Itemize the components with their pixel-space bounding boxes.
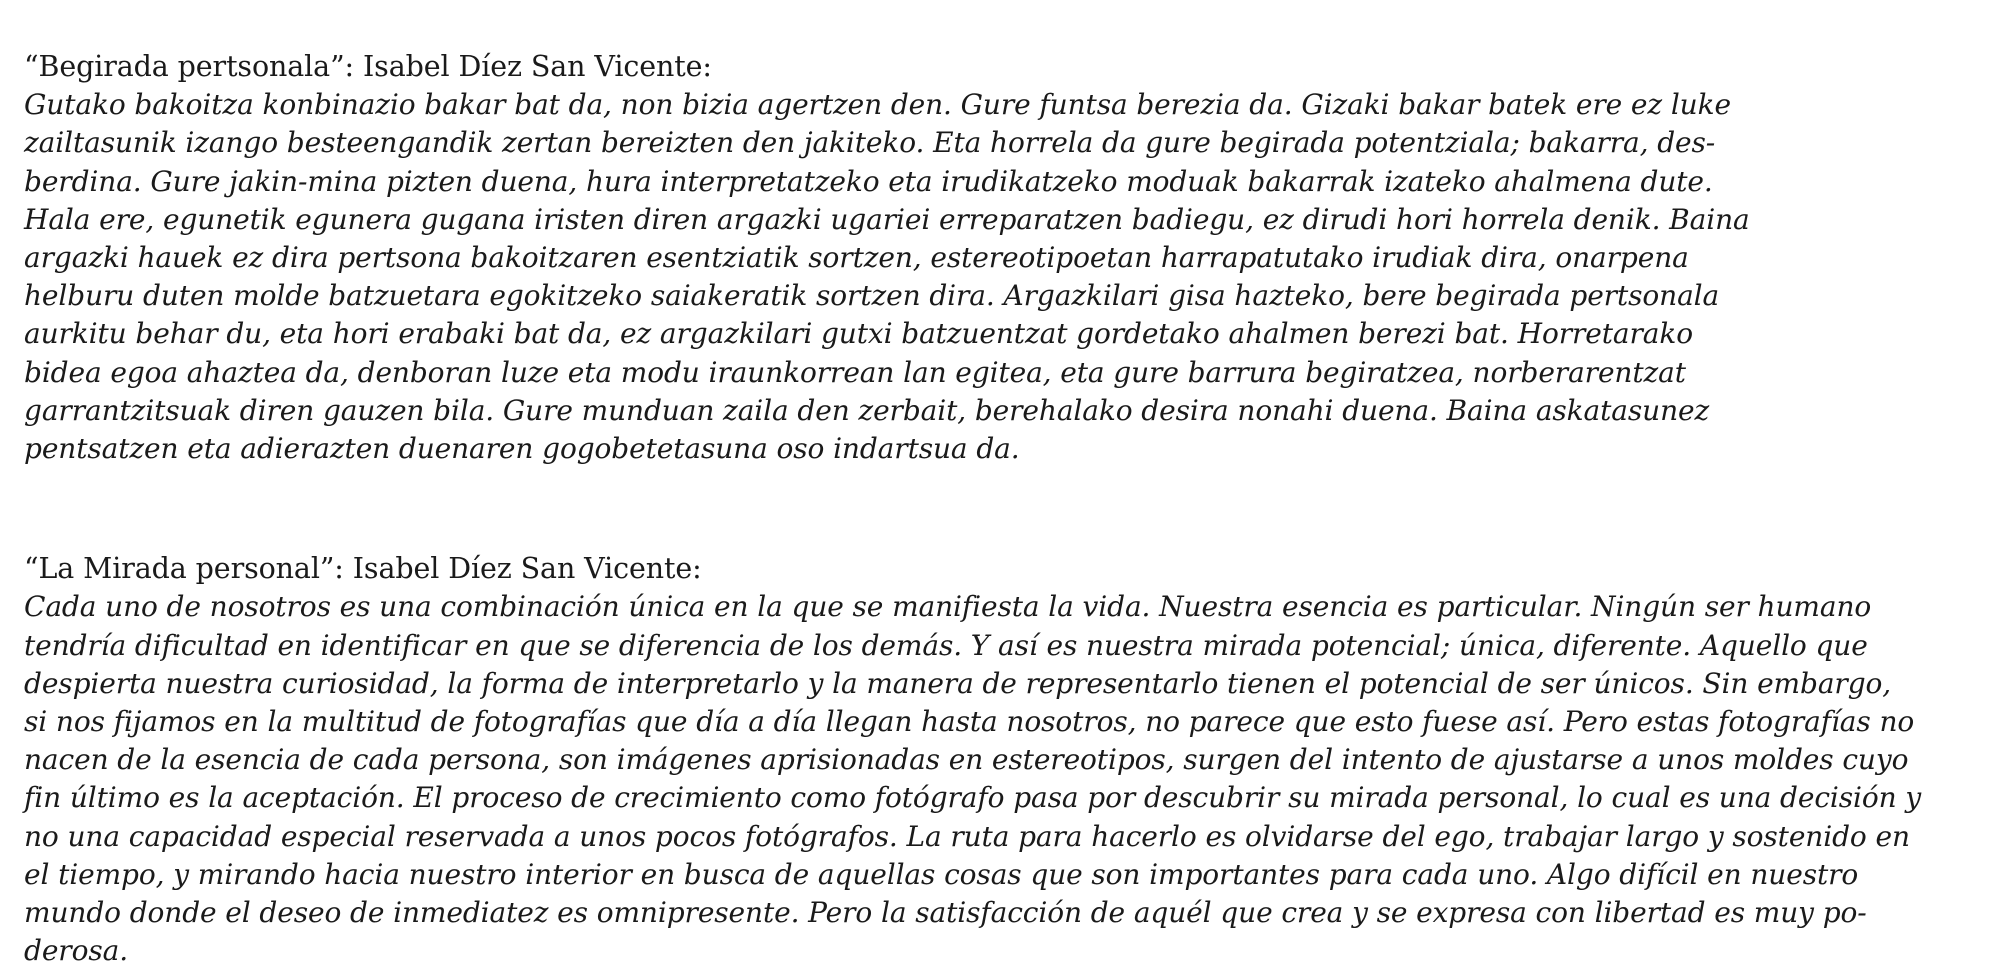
basque-section	[24, 48, 1974, 468]
section-heading: “La Mirada personal”: Isabel Díez San Vicente:	[24, 552, 702, 586]
body-line: berdina. Gure jakin-mina pizten duena, hura interpretatzeko eta irudikatzeko moduak bakarrak izateko ahalmena dute.	[24, 164, 1713, 198]
body-line: el tiempo, y mirando hacia nuestro interior en busca de aquellas cosas que son importantes para cada uno. Algo difícil en nuestro	[24, 857, 1859, 891]
body-line: si nos fijamos en la multitud de fotografías que día a día llegan hasta nosotros, no parece que esto fuese así. Pero estas fotografías no	[24, 705, 1915, 739]
body-line: tendría dificultad en identificar en que se diferencia de los demás. Y así es nuestra mirada potencial; única, diferente. Aquello que	[24, 628, 1868, 662]
body-line: Cada uno de nosotros es una combinación única en la que se manifiesta la vida. Nuestra esencia es particular. Ningún ser humano	[24, 590, 1872, 624]
body-line: helburu duten molde batzuetara egokitzeko saiakeratik sortzen dira. Argazkilari gisa hazteko, bere begirada pertsonala	[24, 279, 1720, 313]
body-line: pentsatzen eta adierazten duenaren gogobetetasuna oso indartsua da.	[24, 432, 1020, 466]
body-line: bidea egoa ahaztea da, denboran luze eta modu iraunkorrean lan egitea, eta gure barrura begiratzea, norberarentzat	[24, 355, 1686, 389]
spanish-section	[24, 550, 1974, 970]
body-line: fin último es la aceptación. El proceso de crecimiento como fotógrafo pasa por descubrir su mirada personal, lo cual es una decisión y	[24, 781, 1922, 815]
document-page	[24, 48, 1974, 970]
body-line: zailtasunik izango besteengandik zertan bereizten den jakiteko. Eta horrela da gure begirada potentziala; bakarra, des-	[24, 126, 1716, 160]
body-line: derosa.	[24, 934, 128, 968]
body-line: aurkitu behar du, eta hori erabaki bat da, ez argazkilari gutxi batzuentzat gordetako ahalmen berezi bat. Horretarako	[24, 317, 1693, 351]
body-line: nacen de la esencia de cada persona, son imágenes aprisionadas en estereotipos, surgen del intento de ajustarse a unos moldes cuyo	[24, 743, 1909, 777]
body-line: Hala ere, egunetik egunera gugana iristen diren argazki ugariei erreparatzen badiegu, ez dirudi hori horrela denik. Baina	[24, 202, 1750, 236]
body-line: argazki hauek ez dira pertsona bakoitzaren esentziatik sortzen, estereotipoetan harrapatutako irudiak dira, onarpena	[24, 241, 1689, 275]
body-line: Gutako bakoitza konbinazio bakar bat da, non bizia agertzen den. Gure funtsa berezia da. Gizaki bakar batek ere ez luke	[24, 88, 1731, 122]
body-line: no una capacidad especial reservada a unos pocos fotógrafos. La ruta para hacerlo es olvidarse del ego, trabajar largo y sostenido en	[24, 819, 1910, 853]
body-line: mundo donde el deseo de inmediatez es omnipresente. Pero la satisfacción de aquél que crea y se expresa con libertad es muy po-	[24, 896, 1867, 930]
body-line: despierta nuestra curiosidad, la forma de interpretarlo y la manera de representarlo tienen el potencial de ser únicos. Sin embargo,	[24, 666, 1892, 700]
section-heading: “Begirada pertsonala”: Isabel Díez San Vicente:	[24, 50, 712, 83]
body-line: garrantzitsuak diren gauzen bila. Gure munduan zaila den zerbait, berehalako desira nonahi duena. Baina askatasunez	[24, 393, 1710, 427]
